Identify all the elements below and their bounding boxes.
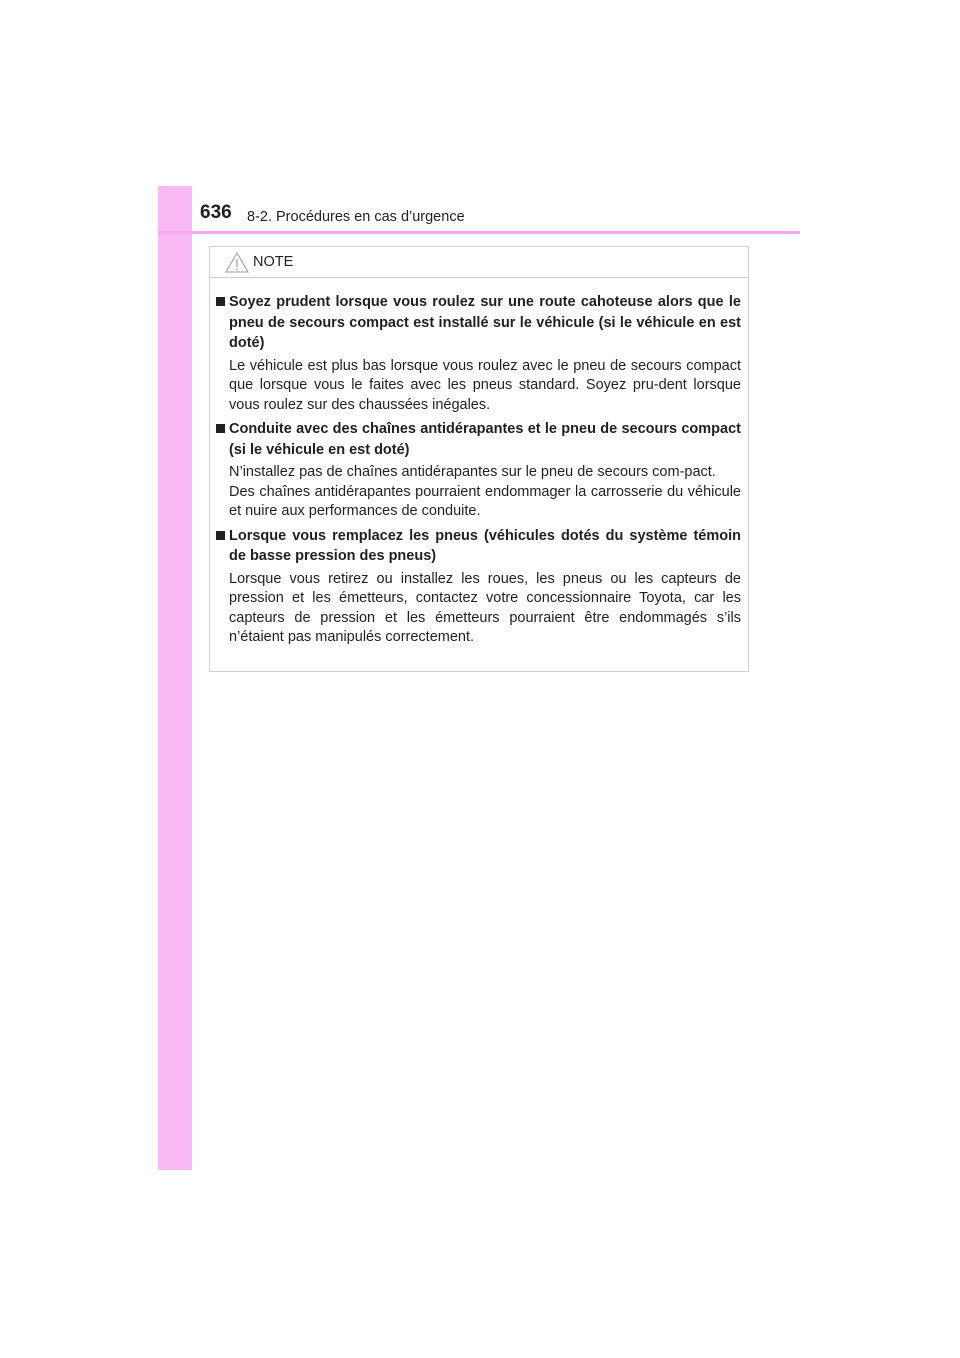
note-item-title: Lorsque vous remplacez les pneus (véhicules dotés du système témoin de basse pression des pneus) — [229, 527, 741, 564]
note-item-title: Soyez prudent lorsque vous roulez sur une route cahoteuse alors que le pneu de secours compact est installé sur le véhicule (si le véhicule en est doté) — [229, 294, 741, 351]
warning-triangle-icon — [225, 252, 249, 273]
note-item-text: Le véhicule est plus bas lorsque vous roulez avec le pneu de secours compact que lorsque vous le faites avec les pneus standard. Soyez pru-dent lorsque vous roulez sur des chaussées inégales. — [229, 357, 741, 413]
header-rule — [158, 231, 800, 234]
note-box — [209, 246, 749, 672]
note-item-text: Lorsque vous retirez ou installez les roues, les pneus ou les capteurs de pression et les émetteurs, contactez votre concessionnaire Toyota, car les capteurs de pression et les émetteurs pourraient être endommagés s’ils n’étaient pas manipulés correctement. — [229, 570, 741, 645]
note-label: NOTE — [253, 254, 294, 270]
page-number: 636 — [200, 202, 232, 223]
note-item-title: Conduite avec des chaînes antidérapantes et le pneu de secours compact (si le véhicule en est doté) — [229, 421, 741, 458]
square-bullet-icon — [216, 297, 225, 306]
note-item — [216, 526, 741, 648]
note-item-text: Des chaînes antidérapantes pourraient endommager la carrosserie du véhicule et nuire aux performances de conduite. — [229, 483, 741, 519]
note-item — [216, 419, 741, 522]
square-bullet-icon — [216, 531, 225, 540]
note-body — [210, 278, 748, 648]
note-header — [210, 247, 748, 278]
square-bullet-icon — [216, 424, 225, 433]
side-color-band — [158, 186, 192, 1170]
note-item — [216, 292, 741, 415]
note-item-text: N’installez pas de chaînes antidérapantes sur le pneu de secours com-pact. — [229, 464, 716, 480]
section-title: 8-2. Procédures en cas d’urgence — [247, 209, 465, 225]
